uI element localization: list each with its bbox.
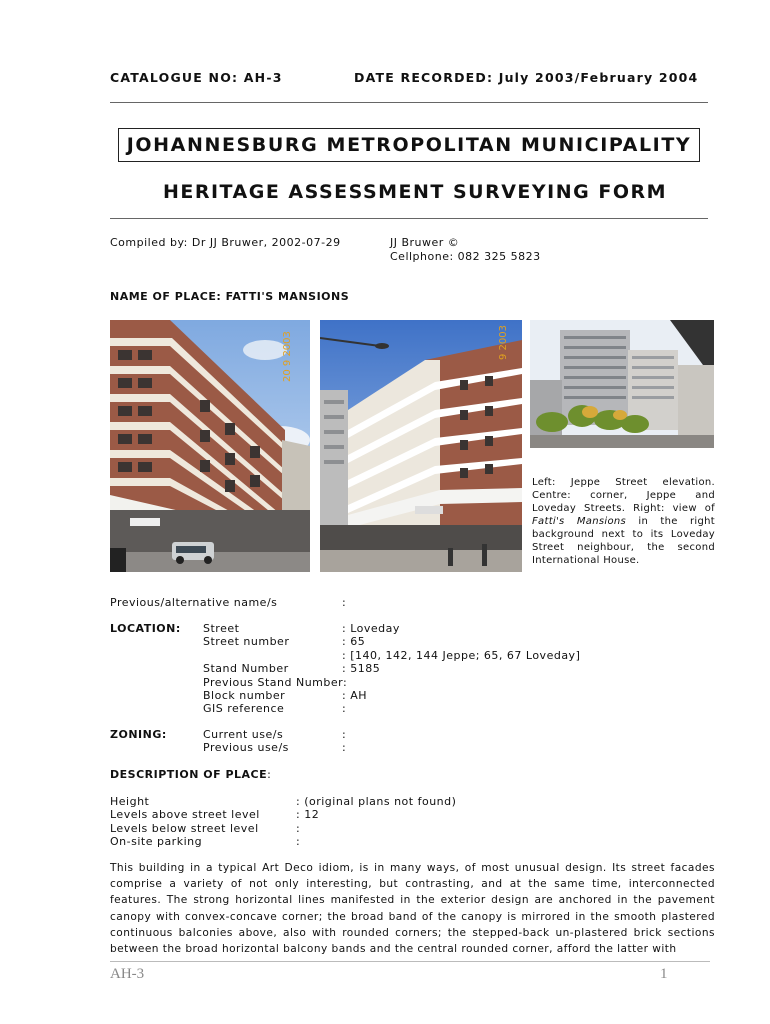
compiler-name: JJ Bruwer ©	[390, 236, 460, 249]
description-row-levels-above	[110, 808, 610, 821]
field-label: Street number	[203, 635, 290, 649]
catalogue-number: CATALOGUE NO: AH-3	[110, 70, 283, 85]
previous-names-value: :	[342, 596, 347, 609]
field-label: Levels below street level	[110, 821, 259, 835]
field-value: :	[342, 741, 347, 755]
date-recorded: DATE RECORDED: July 2003/February 2004	[354, 70, 699, 85]
caption-text-part2: in the right background next to its Loveday Street neighbour, the second International House.	[532, 516, 716, 566]
field-value: : [140, 142, 144 Jeppe; 65, 67 Loveday]	[342, 648, 581, 662]
location-heading: LOCATION:	[110, 622, 181, 635]
field-label: Height	[110, 795, 150, 808]
location-row-street-number-extra	[203, 649, 703, 662]
field-value: : 5185	[342, 662, 381, 676]
description-row-parking	[110, 835, 610, 848]
description-heading-colon: :	[267, 768, 272, 781]
field-label: GIS reference	[203, 702, 285, 716]
field-label: Street	[203, 622, 240, 635]
field-label: Previous Stand Number:	[203, 675, 348, 689]
field-value: : AH	[342, 689, 367, 703]
location-row-stand-number	[203, 662, 703, 675]
location-fields	[203, 622, 703, 716]
form-subtitle: HERITAGE ASSESSMENT SURVEYING FORM	[162, 181, 668, 203]
description-heading: DESCRIPTION OF PLACE	[110, 768, 268, 781]
field-label: Current use/s	[203, 728, 284, 741]
field-value: :	[342, 728, 347, 741]
description-heading-line	[110, 768, 271, 781]
zoning-fields	[203, 728, 703, 755]
description-paragraph: This building in a typical Art Deco idiom, is in many ways, of most unusual design. Its street facades comprise a variety of not only interesting, but contrasting, and at the same time, interconnected features. The strong horizontal lines manifested in the exterior design are anchored in the pavement canopy with convex-concave corner; the broad band of the canopy is mirrored in the smooth plastered continuous balconies above, also with rounded corners; the stepped-back un-plastered brick sections between the broad horizontal balcony bands and the central rounded corner, afford the latter with	[110, 862, 715, 956]
field-value: : 65	[342, 635, 366, 649]
field-value: : (original plans not found)	[296, 795, 457, 808]
photo-date-stamp-centre: 9 2003	[498, 325, 509, 360]
field-label: Block number	[203, 689, 286, 703]
field-label: Previous use/s	[203, 741, 289, 755]
zoning-heading: ZONING:	[110, 728, 167, 741]
zoning-row-current-use	[203, 728, 703, 741]
field-label: Levels above street level	[110, 808, 260, 822]
header-divider	[110, 102, 708, 103]
page-number: 1	[660, 966, 668, 982]
field-label: On-site parking	[110, 835, 203, 849]
compiled-by: Compiled by: Dr JJ Bruwer, 2002-07-29	[110, 236, 341, 249]
field-value: :	[296, 821, 301, 835]
photo-loveday-street-view	[530, 320, 714, 448]
photo-caption	[532, 476, 715, 567]
previous-names-label: Previous/alternative name/s	[110, 596, 278, 609]
photo-date-stamp-left: 20 9 2003	[282, 331, 293, 382]
field-label: Stand Number	[203, 662, 289, 676]
location-row-block-number	[203, 689, 703, 702]
place-name: NAME OF PLACE: FATTI'S MANSIONS	[110, 290, 350, 303]
description-row-levels-below	[110, 822, 610, 835]
description-row-height	[110, 795, 610, 808]
footer-catalogue: AH-3	[110, 966, 145, 982]
caption-building-name: Fatti's Mansions	[532, 516, 627, 527]
caption-text-part1: Left: Jeppe Street elevation. Centre: corner, Jeppe and Loveday Streets. Right: view of	[532, 477, 715, 514]
title-divider	[110, 218, 708, 219]
field-value: : 12	[296, 808, 320, 822]
field-label	[203, 649, 342, 662]
compiler-cellphone: Cellphone: 082 325 5823	[390, 250, 541, 263]
location-row-street-number	[203, 635, 703, 648]
photo-jeppe-street-elevation	[110, 320, 310, 572]
field-value: :	[342, 702, 347, 716]
field-value: : Loveday	[342, 622, 400, 635]
footer-divider	[110, 961, 710, 962]
municipality-title: JOHANNESBURG METROPOLITAN MUNICIPALITY	[118, 128, 700, 162]
location-row-previous-stand-number	[203, 676, 703, 689]
location-row-gis-reference	[203, 702, 703, 715]
location-row-street	[203, 622, 703, 635]
description-fields	[110, 795, 610, 849]
field-value: :	[296, 835, 301, 849]
zoning-row-previous-use	[203, 741, 703, 754]
photo-corner-jeppe-loveday	[320, 320, 522, 572]
